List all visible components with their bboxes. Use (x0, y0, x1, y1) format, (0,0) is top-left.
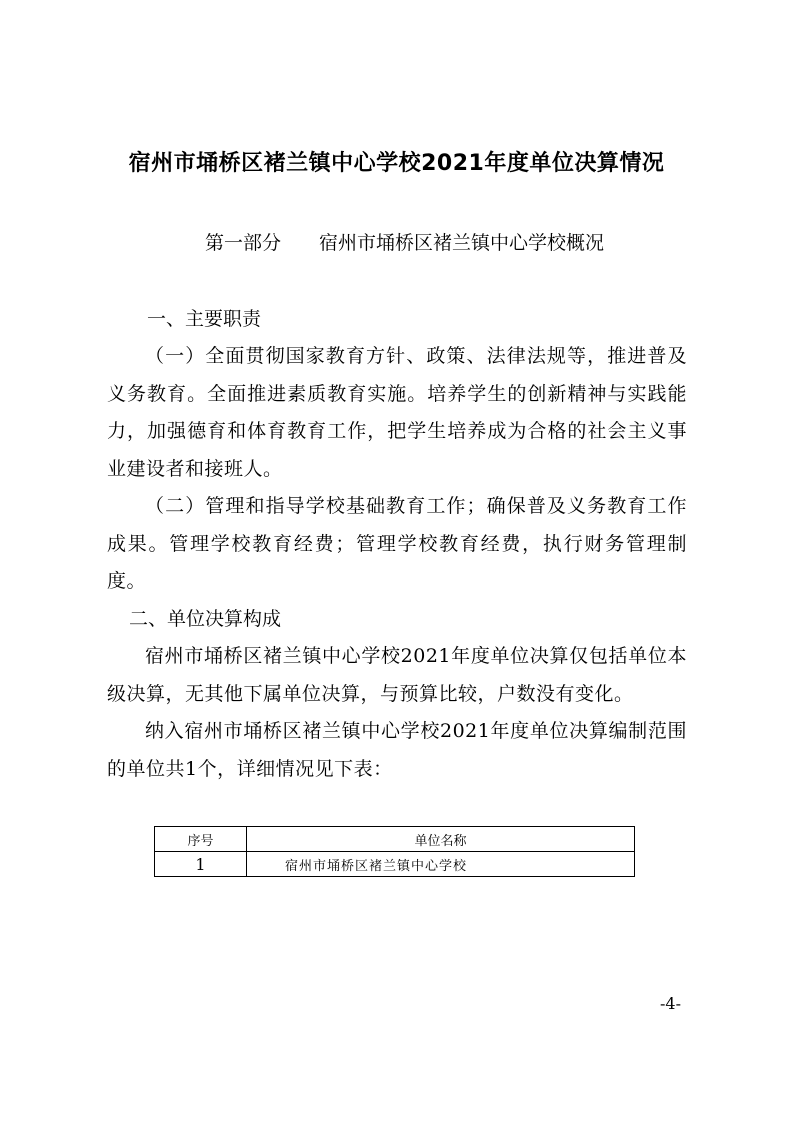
row-unit-name-cell: 宿州市埇桥区褚兰镇中心学校 (247, 852, 635, 877)
column-header-index: 序号 (155, 827, 247, 852)
section-heading-duties: 一、主要职责 (147, 308, 262, 330)
duties-paragraph-1: （一）全面贯彻国家教育方针、政策、法律法规等，推进普及义务教育。全面推进素质教育实施。培养学生的创新精神与实践能力，加强德育和体育教育工作，把学生培养成为合格的社会主义事业建设者和接班人。 (107, 345, 687, 480)
row-index-cell: 1 (155, 852, 247, 877)
section-heading-composition: 二、单位决算构成 (129, 608, 282, 630)
composition-paragraph-2: 纳入宿州市埇桥区褚兰镇中心学校2021年度单位决算编制范围的单位共1个，详细情况见下表： (107, 720, 687, 780)
composition-paragraph-1: 宿州市埇桥区褚兰镇中心学校2021年度单位决算仅包括单位本级决算，无其他下属单位决算，与预算比较，户数没有变化。 (107, 645, 687, 705)
part-heading (205, 228, 604, 255)
part-label: 第一部分 (205, 232, 282, 254)
table-header-row (155, 827, 635, 852)
page-number: -4- (660, 994, 681, 1013)
unit-table (154, 826, 635, 877)
duties-paragraph-2: （二）管理和指导学校基础教育工作；确保普及义务教育工作成果。管理学校教育经费；管理学校教育经费，执行财务管理制度。 (107, 495, 687, 592)
part-name: 宿州市埇桥区褚兰镇中心学校概况 (319, 232, 605, 254)
column-header-unit-name: 单位名称 (247, 827, 635, 852)
document-title: 宿州市埇桥区褚兰镇中心学校2021年度单位决算情况 (128, 151, 665, 176)
table-row (155, 852, 635, 877)
